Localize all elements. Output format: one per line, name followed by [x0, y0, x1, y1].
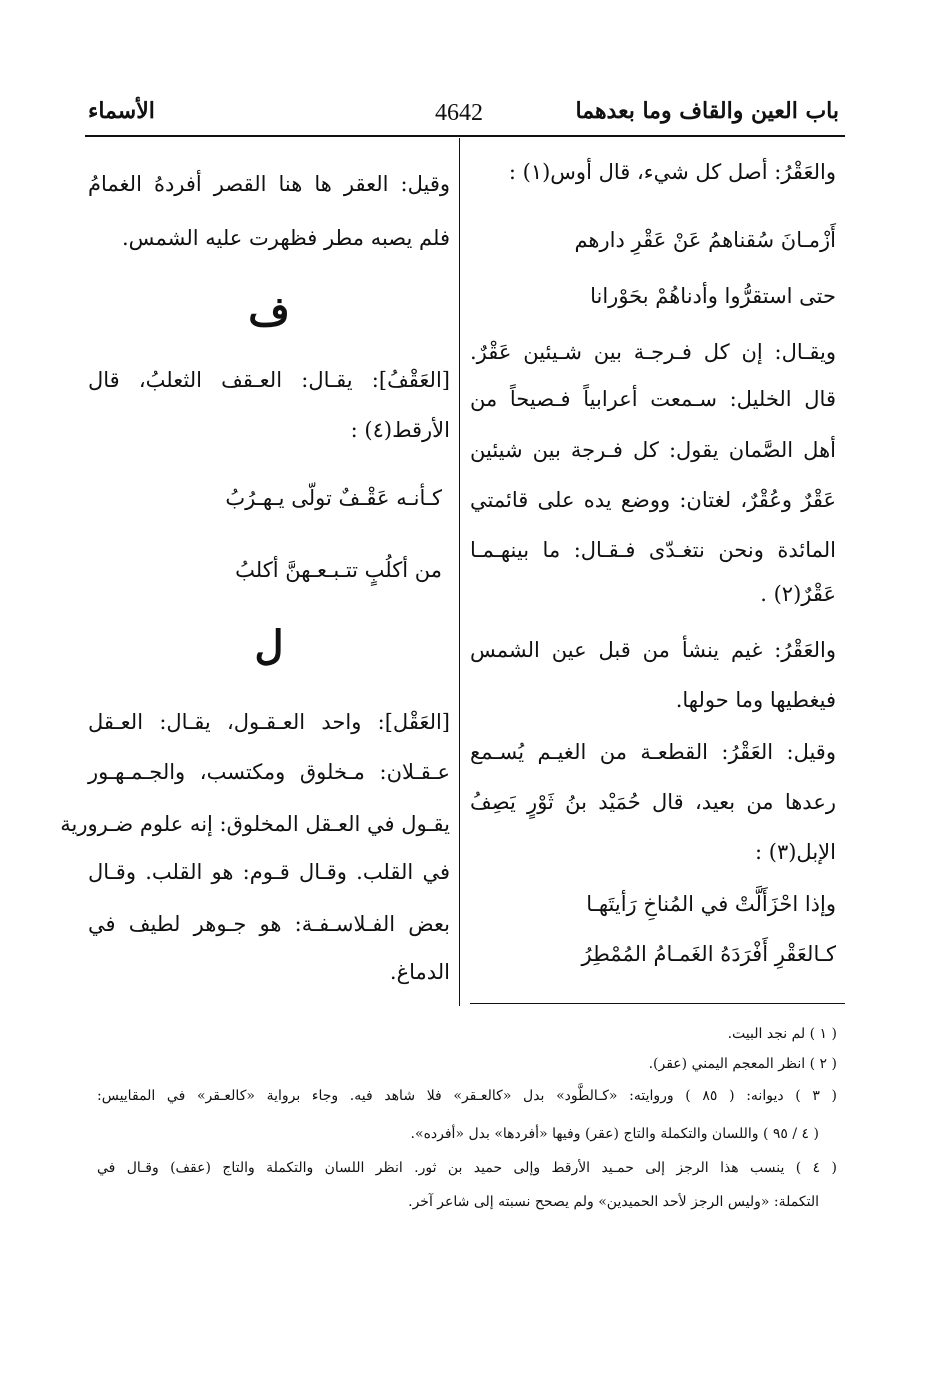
- verse-line: وإذا احْزَأَلَّتْ في المُناخِ رَأيتَهـا: [586, 892, 836, 916]
- entry-line: عـقـلان: مـخلوق ومكتسب، والجـمـهـور: [88, 760, 450, 784]
- entry-line: وقيل: العقر ها هنا القصر أفردهُ الغمامُ: [88, 172, 450, 196]
- footnote: ( ٢ ) انظر المعجم اليمني (عقر).: [648, 1056, 837, 1072]
- entry-line: بعض الفـلاسـفـة: هو جـوهر لطيف في: [88, 912, 450, 936]
- entry-line: [العَقْفُ]: يقـال: العـقف الثعلبُ، قال: [88, 368, 450, 392]
- right-column: [470, 160, 836, 1000]
- entry-line: وقيل: العَقْرُ: القطعـة من الغيـم يُسـمع: [470, 740, 836, 764]
- verse-line: أَزْمـانَ سُقناهمُ عَنْ عَقْرِ دارهم: [574, 228, 836, 252]
- column-bottom-rule: [470, 1003, 845, 1004]
- entry-line: رعدها من بعيد، قال حُمَيْد بنُ ثَوْرٍ يَصِفُ: [470, 790, 836, 814]
- column-divider: [459, 138, 460, 1006]
- entry-line: المائدة ونحن نتغـدّى فـقـال: ما بينهـمـا: [470, 538, 836, 562]
- entry-line: يقـول في العـقل المخلوق: إنه علوم ضـرورية: [60, 812, 450, 836]
- entry-line: فلم يصبه مطر فظهرت عليه الشمس.: [122, 226, 450, 250]
- chapter-title: باب العين والقاف وما بعدهما: [575, 98, 839, 124]
- entry-line: الإبل(٣) :: [755, 840, 836, 864]
- verse-line: من أكلُبٍ تتـبـعـهنَّ أكلبُ: [235, 558, 442, 582]
- footnote: التكملة: «وليس الرجز لأحد الحميدين» ولم يصحح نسبته إلى شاعر آخر.: [408, 1194, 819, 1210]
- entry-line: قال الخليل: سـمعت أعرابياً فـصيحاً من: [470, 387, 836, 411]
- entry-line: فيغطيها وما حولها.: [675, 688, 836, 712]
- footnote: ( ٤ / ٩٥ ) واللسان والتكملة والتاج (عقر) وفيها «أفردها» بدل «أفرده».: [410, 1126, 819, 1142]
- footnote: ( ٤ ) ينسب هذا الرجز إلى حمـيد الأرقط وإلى حميد بن ثور. انظر اللسان والتكملة والتاج (عقف) وقـال في: [97, 1160, 837, 1176]
- verse-line: كـالعَقْرِ أَفْرَدَهُ الغَمـامُ المُمْطِرُ: [581, 942, 836, 966]
- entry-line: [العَقْل]: واحد العـقـول، يقـال: العـقل: [88, 710, 450, 734]
- footnote: ( ٣ ) ديوانه: ( ٨٥ ) وروايته: «كـالطَّود» بدل «كالعـقر» فلا شاهد فيه. وجاء برواية «كالعـقر» في المقاييس:: [97, 1088, 837, 1104]
- verse-line: كـأنـه عَقْـفٌ تولّى يـهـرُبُ: [225, 486, 442, 510]
- section-title: الأسماء: [88, 98, 155, 124]
- page-number: 4642: [435, 100, 483, 126]
- entry-line: ويقـال: إن كل فـرجـة بين شـيئين عَقْرٌ.: [470, 340, 836, 364]
- verse-line: حتى استقرُّوا وأدناهُمْ بحَوْرانا: [590, 284, 836, 308]
- letter-heading: ف: [248, 288, 290, 335]
- entry-line: عَقْرٌ(٢) .: [760, 582, 836, 606]
- entry-line: أهل الصَّمان يقول: كل فـرجة بين شيئين: [470, 438, 836, 462]
- footnote: ( ١ ) لم نجد البيت.: [727, 1026, 837, 1042]
- entry-line: والعَقْرُ: أصل كل شيء، قال أوس(١) :: [508, 160, 836, 184]
- entry-line: الأرقط(٤) :: [350, 418, 450, 442]
- entry-line: والعَقْرُ: غيم ينشأ من قبل عين الشمس: [470, 638, 836, 662]
- entry-line: في القلب. وقـال قـوم: هو القلب. وقـال: [88, 860, 450, 884]
- header-rule: [85, 135, 845, 137]
- letter-heading: ل: [254, 622, 284, 669]
- entry-line: الدماغ.: [389, 960, 450, 984]
- left-column: [60, 160, 450, 1000]
- entry-line: عَقْرٌ وعُقْرٌ، لغتان: ووضع يده على قائمتي: [470, 488, 836, 512]
